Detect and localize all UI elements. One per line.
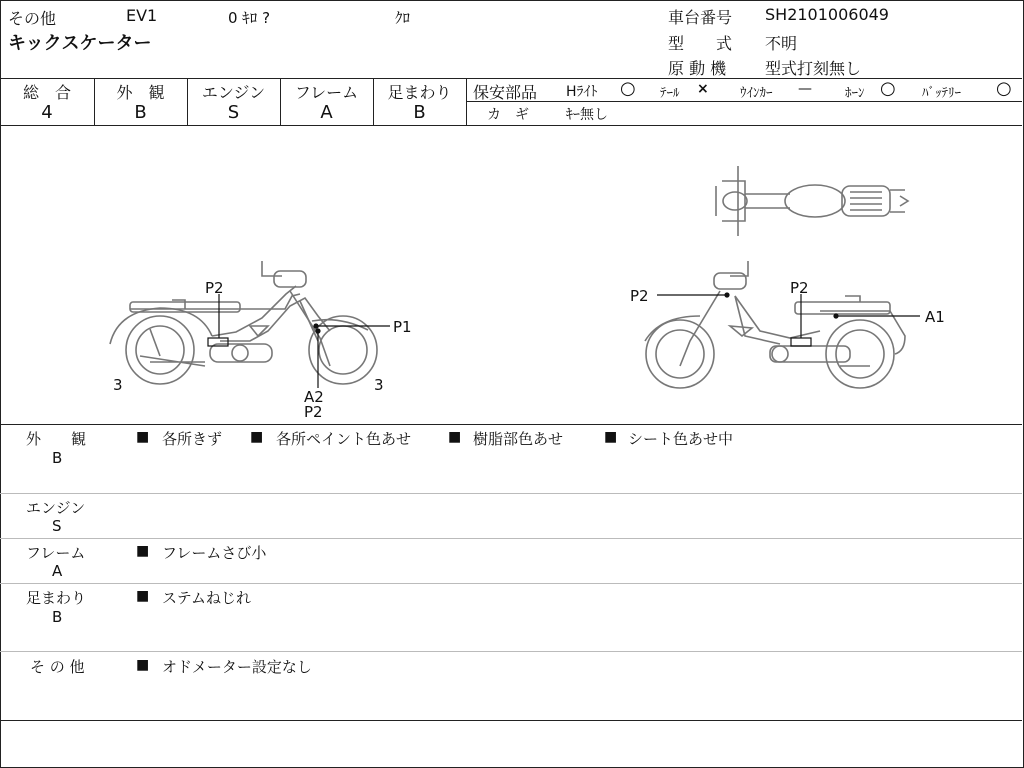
mileage: 0 ｷﾛ ?	[228, 9, 271, 27]
scooter-right-view	[645, 261, 905, 388]
rating-label-frame: フレーム	[294, 83, 359, 102]
section-suspension-grade: B	[52, 608, 63, 626]
engine-value: 型式打刻無し	[765, 59, 862, 78]
section-frame-grade: A	[52, 562, 63, 580]
key-value: ｷｰ無し	[566, 107, 608, 123]
note-exterior-2: 各所ペイント色あせ	[276, 430, 412, 448]
rating-value-overall: 4	[41, 102, 53, 123]
safety-winker-label: ｳｲﾝｶｰ	[740, 86, 773, 101]
note-bullet: ■	[136, 543, 150, 559]
rating-value-engine: S	[227, 102, 240, 123]
chassis-label: 車台番号	[668, 8, 733, 27]
note-suspension-1: ステムねじれ	[162, 589, 251, 607]
rating-value-exterior: B	[134, 102, 147, 123]
rating-value-suspension: B	[413, 102, 426, 123]
note-exterior-4: シート色あせ中	[628, 430, 734, 448]
note-frame-1: フレームさび小	[162, 544, 267, 562]
safety-headlight-mark: ○	[620, 78, 636, 99]
note-bullet: ■	[448, 429, 462, 445]
category-label: その他	[8, 9, 57, 28]
section-suspension-label: 足まわり	[26, 589, 87, 607]
safety-battery-mark: ○	[996, 78, 1012, 99]
callout-left-a2: A2	[304, 388, 324, 406]
note-bullet: ■	[136, 657, 150, 673]
callout-left-p2-top: P2	[205, 279, 224, 297]
callout-left-p2-bottom: P2	[304, 403, 323, 421]
safety-horn-mark: ○	[880, 78, 896, 99]
safety-horn-label: ﾎｰﾝ	[845, 86, 865, 101]
safety-label: 保安部品	[473, 83, 538, 102]
type-label: 型 式	[668, 34, 733, 53]
callout-right-p2-left: P2	[630, 287, 649, 305]
safety-headlight-label: Hﾗｲﾄ	[566, 84, 598, 100]
section-engine-label: エンジン	[26, 499, 86, 517]
rating-label-suspension: 足まわり	[387, 83, 452, 102]
vehicle-title: キックスケーター	[8, 33, 152, 54]
scooter-left-view	[110, 261, 377, 384]
safety-tail-label: ﾃｰﾙ	[660, 86, 680, 101]
rating-value-frame: A	[320, 102, 333, 123]
note-exterior-1: 各所きず	[162, 430, 223, 448]
engine-label: 原 動 機	[668, 59, 727, 78]
rating-label-exterior: 外 観	[116, 83, 165, 102]
callout-right-p2-mid: P2	[790, 279, 809, 297]
section-exterior-label: 外 観	[26, 430, 87, 448]
rating-label-overall: 総 合	[22, 83, 71, 102]
note-bullet: ■	[604, 429, 618, 445]
callout-right-a1: A1	[925, 308, 945, 326]
color: ｸﾛ	[395, 9, 411, 27]
safety-tail-mark: ×	[697, 81, 709, 97]
section-exterior-grade: B	[52, 449, 63, 467]
scooter-top-view	[716, 166, 908, 236]
safety-battery-label: ﾊﾞｯﾃﾘｰ	[922, 86, 961, 101]
note-bullet: ■	[136, 588, 150, 604]
scooter-diagram	[0, 126, 1022, 424]
type-value: 不明	[765, 34, 798, 53]
callout-left-front-num: 3	[374, 376, 384, 394]
callout-left-p1: P1	[393, 318, 412, 336]
note-bullet: ■	[250, 429, 264, 445]
rating-label-engine: エンジン	[201, 83, 266, 102]
section-frame-label: フレーム	[26, 544, 86, 562]
note-bullet: ■	[136, 429, 150, 445]
section-engine-grade: S	[52, 517, 62, 535]
safety-winker-mark: —	[798, 81, 812, 97]
key-label: カ ギ	[487, 107, 529, 123]
note-other-1: オドメーター設定なし	[162, 658, 312, 676]
section-other-label: そ の 他	[30, 658, 85, 676]
callout-left-rear-num: 3	[113, 376, 123, 394]
model-code: EV1	[126, 6, 158, 25]
note-exterior-3: 樹脂部色あせ	[473, 430, 564, 448]
chassis-value: SH2101006049	[765, 5, 889, 24]
